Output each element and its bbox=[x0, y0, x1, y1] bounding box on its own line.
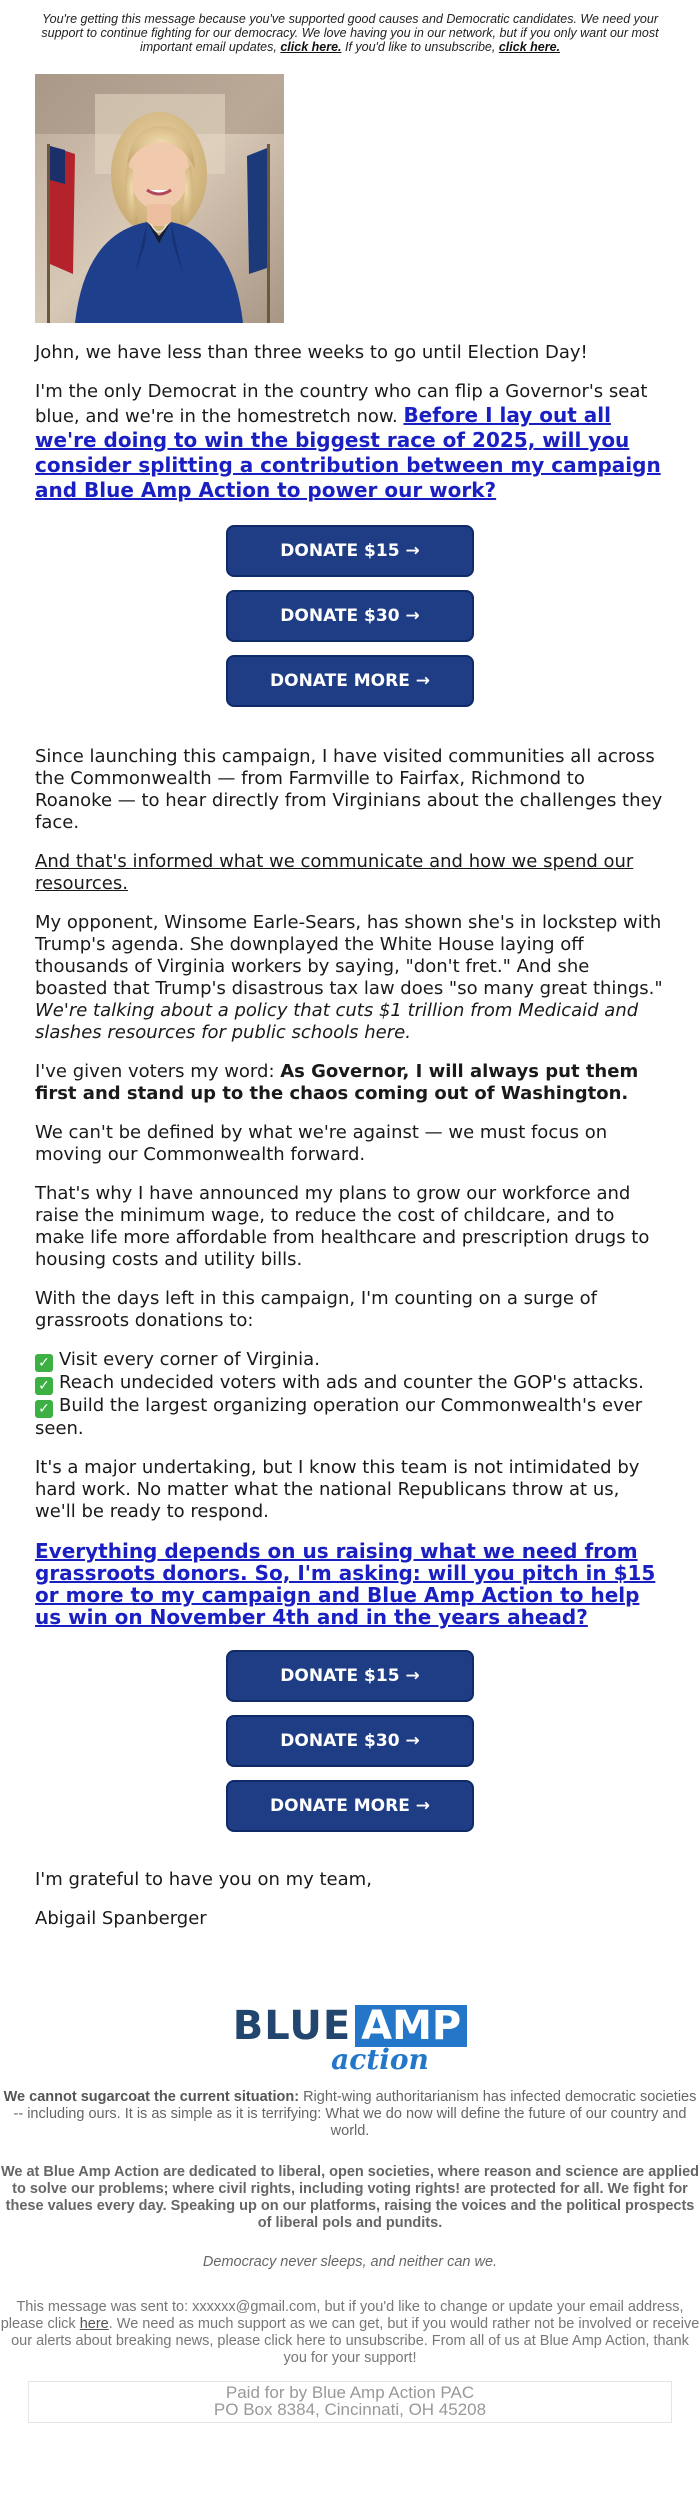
paid-for-line: Paid for by Blue Amp Action PAC bbox=[225, 2383, 475, 2402]
intro-paragraph bbox=[35, 381, 665, 503]
logo-blue-text: BLUE bbox=[232, 2003, 352, 2049]
opponent-paragraph bbox=[35, 912, 665, 1044]
donate-more-button[interactable]: DONATE MORE → bbox=[226, 655, 474, 707]
check-icon: ✓ bbox=[35, 1354, 53, 1372]
sent-to-text: This message was sent to: xxxxxx@gmail.com, but if you'd like to change or update your email address, please click bbox=[0, 2299, 684, 2332]
preheader bbox=[0, 0, 700, 54]
footer-sent-to bbox=[0, 2299, 700, 2367]
list-item: ✓ Reach undecided voters with ads and counter the GOP's attacks. bbox=[35, 1372, 665, 1395]
check-icon: ✓ bbox=[35, 1377, 53, 1395]
donate-buttons-top bbox=[35, 525, 665, 720]
blue-amp-logo bbox=[0, 2005, 700, 2075]
unsubscribe-link-top[interactable]: click here. bbox=[498, 40, 560, 54]
candidate-photo bbox=[35, 74, 284, 323]
campaign-paragraph: Since launching this campaign, I have visited communities all across the Commonwealth — from Farmville to Fairfax, Richmond to Roanoke — to hear directly from Virginians about the challenges they face. bbox=[35, 746, 663, 833]
sent-to-text-after: . We need as much support as we can get, but if you would rather not be involved or receive our alerts about breaking news, please click here to unsubscribe. From all of us at Blue Amp Action, thank you for your support! bbox=[11, 2316, 700, 2366]
promise-bold: As Governor, I will always put them first and stand up to the chaos coming out of Washington. bbox=[35, 1061, 639, 1104]
plans-paragraph: That's why I have announced my plans to grow our workforce and raise the minimum wage, to reduce the cost of childcare, and to make life more affordable from healthcare and prescription drugs to housing costs and utility bills. bbox=[35, 1183, 650, 1270]
footer bbox=[0, 2089, 700, 2423]
checklist bbox=[35, 1349, 665, 1440]
footer-situation-text: Right-wing authoritarianism has infected democratic societies -- including ours. It is as simple as it is terrifying: What we do now will define the future of our country and world. bbox=[13, 2089, 697, 2139]
forward-paragraph: We can't be defined by what we're against — we must focus on moving our Commonwealth forward. bbox=[35, 1122, 608, 1165]
logo-action-text: action bbox=[331, 2043, 429, 2076]
update-email-link[interactable]: here bbox=[79, 2316, 109, 2332]
list-item: ✓ Visit every corner of Virginia. bbox=[35, 1349, 665, 1372]
signature: Abigail Spanberger bbox=[35, 1908, 207, 1929]
logo-wordmark bbox=[233, 2005, 467, 2047]
donate-more-button[interactable]: DONATE MORE → bbox=[226, 1780, 474, 1832]
donate-15-button[interactable]: DONATE $15 → bbox=[226, 525, 474, 577]
promise-paragraph bbox=[35, 1061, 665, 1105]
undertaking-paragraph: It's a major undertaking, but I know this team is not intimidated by hard work. No matter what the national Republicans throw at us, we'll be ready to respond. bbox=[35, 1457, 640, 1522]
footer-tagline: Democracy never sleeps, and neither can we. bbox=[202, 2254, 498, 2270]
grassroots-ask-link[interactable]: Everything depends on us raising what we need from grassroots donors. So, I'm asking: will you pitch in $15 or more to my campaign and Blue Amp Action to help us win on November 4th and in the years ahead? bbox=[35, 1539, 656, 1629]
opponent-text: My opponent, Winsome Earle-Sears, has shown she's in lockstep with Trump's agenda. She downplayed the White House laying off thousands of Virginia workers by saying, "don't fret." And she boasted that Trump's disastrous tax law does "so many great things." bbox=[35, 912, 663, 999]
donate-30-button[interactable]: DONATE $30 → bbox=[226, 1715, 474, 1767]
closing-line: I'm grateful to have you on my team, bbox=[35, 1869, 372, 1890]
paid-for-box bbox=[28, 2381, 672, 2423]
resources-paragraph: And that's informed what we communicate and how we spend our resources. bbox=[35, 851, 634, 894]
opponent-italic: We're talking about a policy that cuts $1 trillion from Medicaid and slashes resources for public schools here. bbox=[35, 1000, 639, 1043]
greeting-paragraph: John, we have less than three weeks to go until Election Day! bbox=[35, 342, 588, 363]
contribution-link[interactable]: Before I lay out all we're doing to win the biggest race of 2025, will you consider splitting a contribution between my campaign and Blue Amp Action to power our work? bbox=[35, 403, 661, 502]
letter-content bbox=[0, 342, 700, 1930]
donate-15-button[interactable]: DONATE $15 → bbox=[226, 1650, 474, 1702]
address-line: PO Box 8384, Cincinnati, OH 45208 bbox=[213, 2400, 487, 2419]
preheader-text-middle: If you'd like to unsubscribe, bbox=[341, 40, 499, 54]
footer-situation-bold: We cannot sugarcoat the current situation: bbox=[3, 2089, 300, 2105]
check-icon: ✓ bbox=[35, 1400, 53, 1418]
footer-situation bbox=[0, 2089, 700, 2140]
preheader-text: You're getting this message because you've supported good causes and Democratic candidates. We need your support to continue fighting for our democracy. We love having you in our network, but if you only want our most important email updates, bbox=[41, 12, 659, 54]
list-item: ✓ Build the largest organizing operation our Commonwealth's ever seen. bbox=[35, 1395, 643, 1439]
donate-buttons-bottom bbox=[35, 1650, 665, 1845]
footer-mission: We at Blue Amp Action are dedicated to liberal, open societies, where reason and science are applied to solve our problems; where civil rights, including voting rights! are protected for all. We fight for these values every day. Speaking up on our platforms, raising the voices and the political prospects of liberal pols and pundits. bbox=[0, 2164, 700, 2231]
donate-30-button[interactable]: DONATE $30 → bbox=[226, 590, 474, 642]
surge-paragraph: With the days left in this campaign, I'm counting on a surge of grassroots donations to: bbox=[35, 1288, 598, 1331]
logo-amp-text: AMP bbox=[355, 2005, 467, 2047]
promise-text: I've given voters my word: bbox=[35, 1061, 281, 1082]
intro-text: I'm the only Democrat in the country who can flip a Governor's seat blue, and we're in the homestretch now. bbox=[35, 381, 648, 427]
email-preferences-link[interactable]: click here. bbox=[280, 40, 342, 54]
